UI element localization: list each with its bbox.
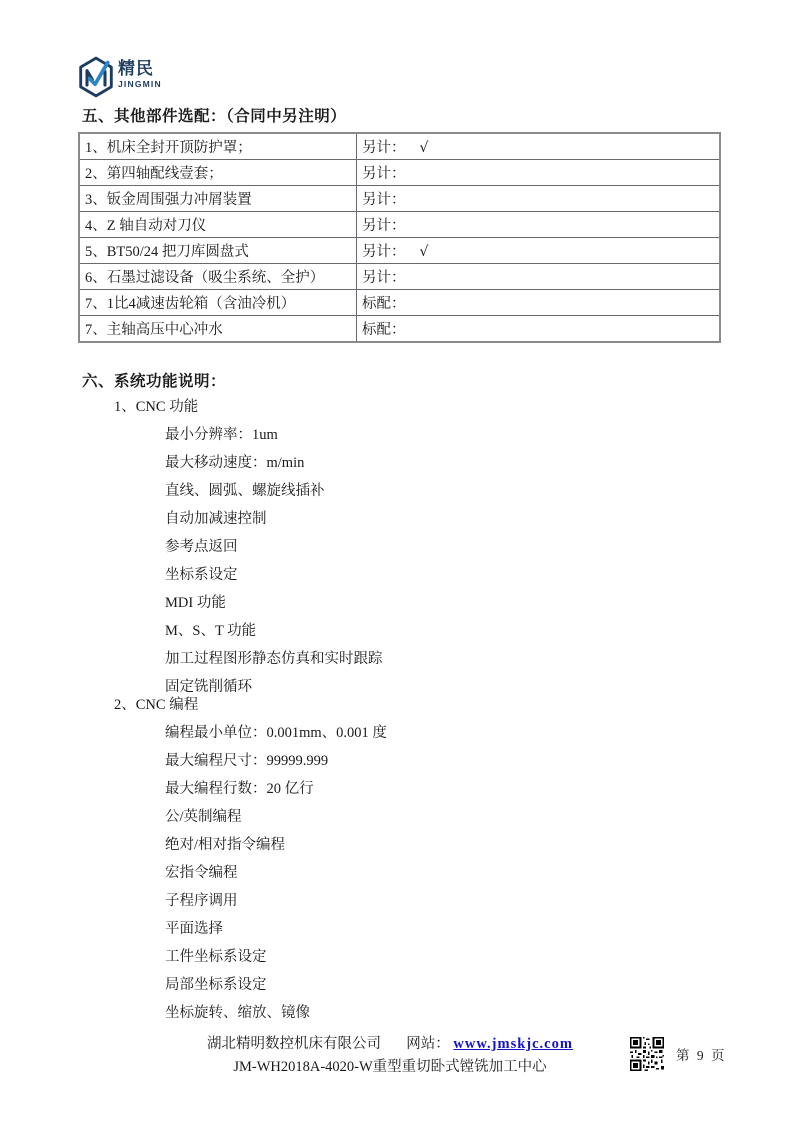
func-item: 参考点返回 <box>165 539 238 555</box>
group-title: 2、CNC 编程 <box>114 697 199 713</box>
option-value: 另计： √ <box>357 133 721 160</box>
option-value: 另计： √ <box>357 238 721 264</box>
footer-company-line <box>80 1033 700 1056</box>
option-item: 2、第四轴配线壹套； <box>79 160 357 186</box>
checkmark: √ <box>419 140 429 156</box>
section-system-functions-heading: 六、系统功能说明： <box>82 373 227 390</box>
cnc-functions-group <box>0 393 383 701</box>
option-item: 5、BT50/24 把刀库圆盘式 <box>79 238 357 264</box>
checkmark: √ <box>419 244 429 260</box>
table-row <box>79 238 720 264</box>
logo-hexagon-icon <box>78 56 114 98</box>
option-item: 7、1比4减速齿轮箱（含油冷机） <box>79 290 357 316</box>
logo-text-zh: 精民 <box>118 59 154 78</box>
func-item: 加工过程图形静态仿真和实时跟踪 <box>165 651 383 667</box>
func-item: 最小分辨率：1um <box>165 427 278 443</box>
cnc-programming-group <box>0 691 387 1027</box>
option-value: 标配： <box>357 290 721 316</box>
func-item: 自动加减速控制 <box>165 511 267 527</box>
table-row <box>79 212 720 238</box>
option-value: 另计： <box>357 186 721 212</box>
table-row <box>79 186 720 212</box>
section-optional-parts-heading: 五、其他部件选配：（合同中另注明） <box>82 108 347 125</box>
func-item: 坐标系设定 <box>165 567 238 583</box>
table-row <box>79 264 720 290</box>
optional-parts-table <box>78 132 721 343</box>
qr-code <box>630 1037 664 1071</box>
table-row <box>79 316 720 343</box>
website-label: 网站： <box>406 1036 450 1052</box>
func-item: 绝对/相对指令编程 <box>165 837 286 853</box>
func-item: 直线、圆弧、螺旋线插补 <box>165 483 325 499</box>
page-number: 第 9 页 <box>676 1048 727 1063</box>
logo-text-en: JINGMIN <box>118 79 162 89</box>
option-value: 另计： <box>357 160 721 186</box>
group-title: 1、CNC 功能 <box>114 399 199 415</box>
company-logo <box>78 56 162 98</box>
func-item: 坐标旋转、缩放、镜像 <box>165 1005 310 1021</box>
footer-model-line: JM-WH2018A-4020-W重型重切卧式镗铣加工中心 <box>233 1059 547 1075</box>
func-item: 工件坐标系设定 <box>165 949 267 965</box>
func-item: 局部坐标系设定 <box>165 977 267 993</box>
table-row <box>79 160 720 186</box>
func-item: 子程序调用 <box>165 893 238 909</box>
func-item: 宏指令编程 <box>165 865 238 881</box>
func-item: 最大移动速度：m/min <box>165 455 305 471</box>
option-item: 4、Z 轴自动对刀仪 <box>79 212 357 238</box>
option-value: 另计： <box>357 212 721 238</box>
func-item: 固定铣削循环 <box>165 679 252 695</box>
option-value: 标配： <box>357 316 721 343</box>
page-footer <box>80 1033 700 1079</box>
table-row <box>79 133 720 160</box>
option-item: 1、机床全封开顶防护罩； <box>79 133 357 160</box>
company-name: 湖北精明数控机床有限公司 <box>207 1036 382 1052</box>
func-item: 最大编程行数：20 亿行 <box>165 781 314 797</box>
func-item: 平面选择 <box>165 921 223 937</box>
func-item: MDI 功能 <box>165 595 226 611</box>
func-item: 公/英制编程 <box>165 809 242 825</box>
func-item: 最大编程尺寸：99999.999 <box>165 753 329 769</box>
table-row <box>79 290 720 316</box>
func-item: M、S、T 功能 <box>165 623 257 639</box>
option-value: 另计： <box>357 264 721 290</box>
func-item: 编程最小单位：0.001mm、0.001 度 <box>165 725 387 741</box>
option-item: 7、主轴高压中心冲水 <box>79 316 357 343</box>
website-link[interactable]: www.jmskjc.com <box>453 1036 573 1052</box>
option-item: 6、石墨过滤设备（吸尘系统、全护） <box>79 264 357 290</box>
option-item: 3、钣金周围强力冲屑装置 <box>79 186 357 212</box>
